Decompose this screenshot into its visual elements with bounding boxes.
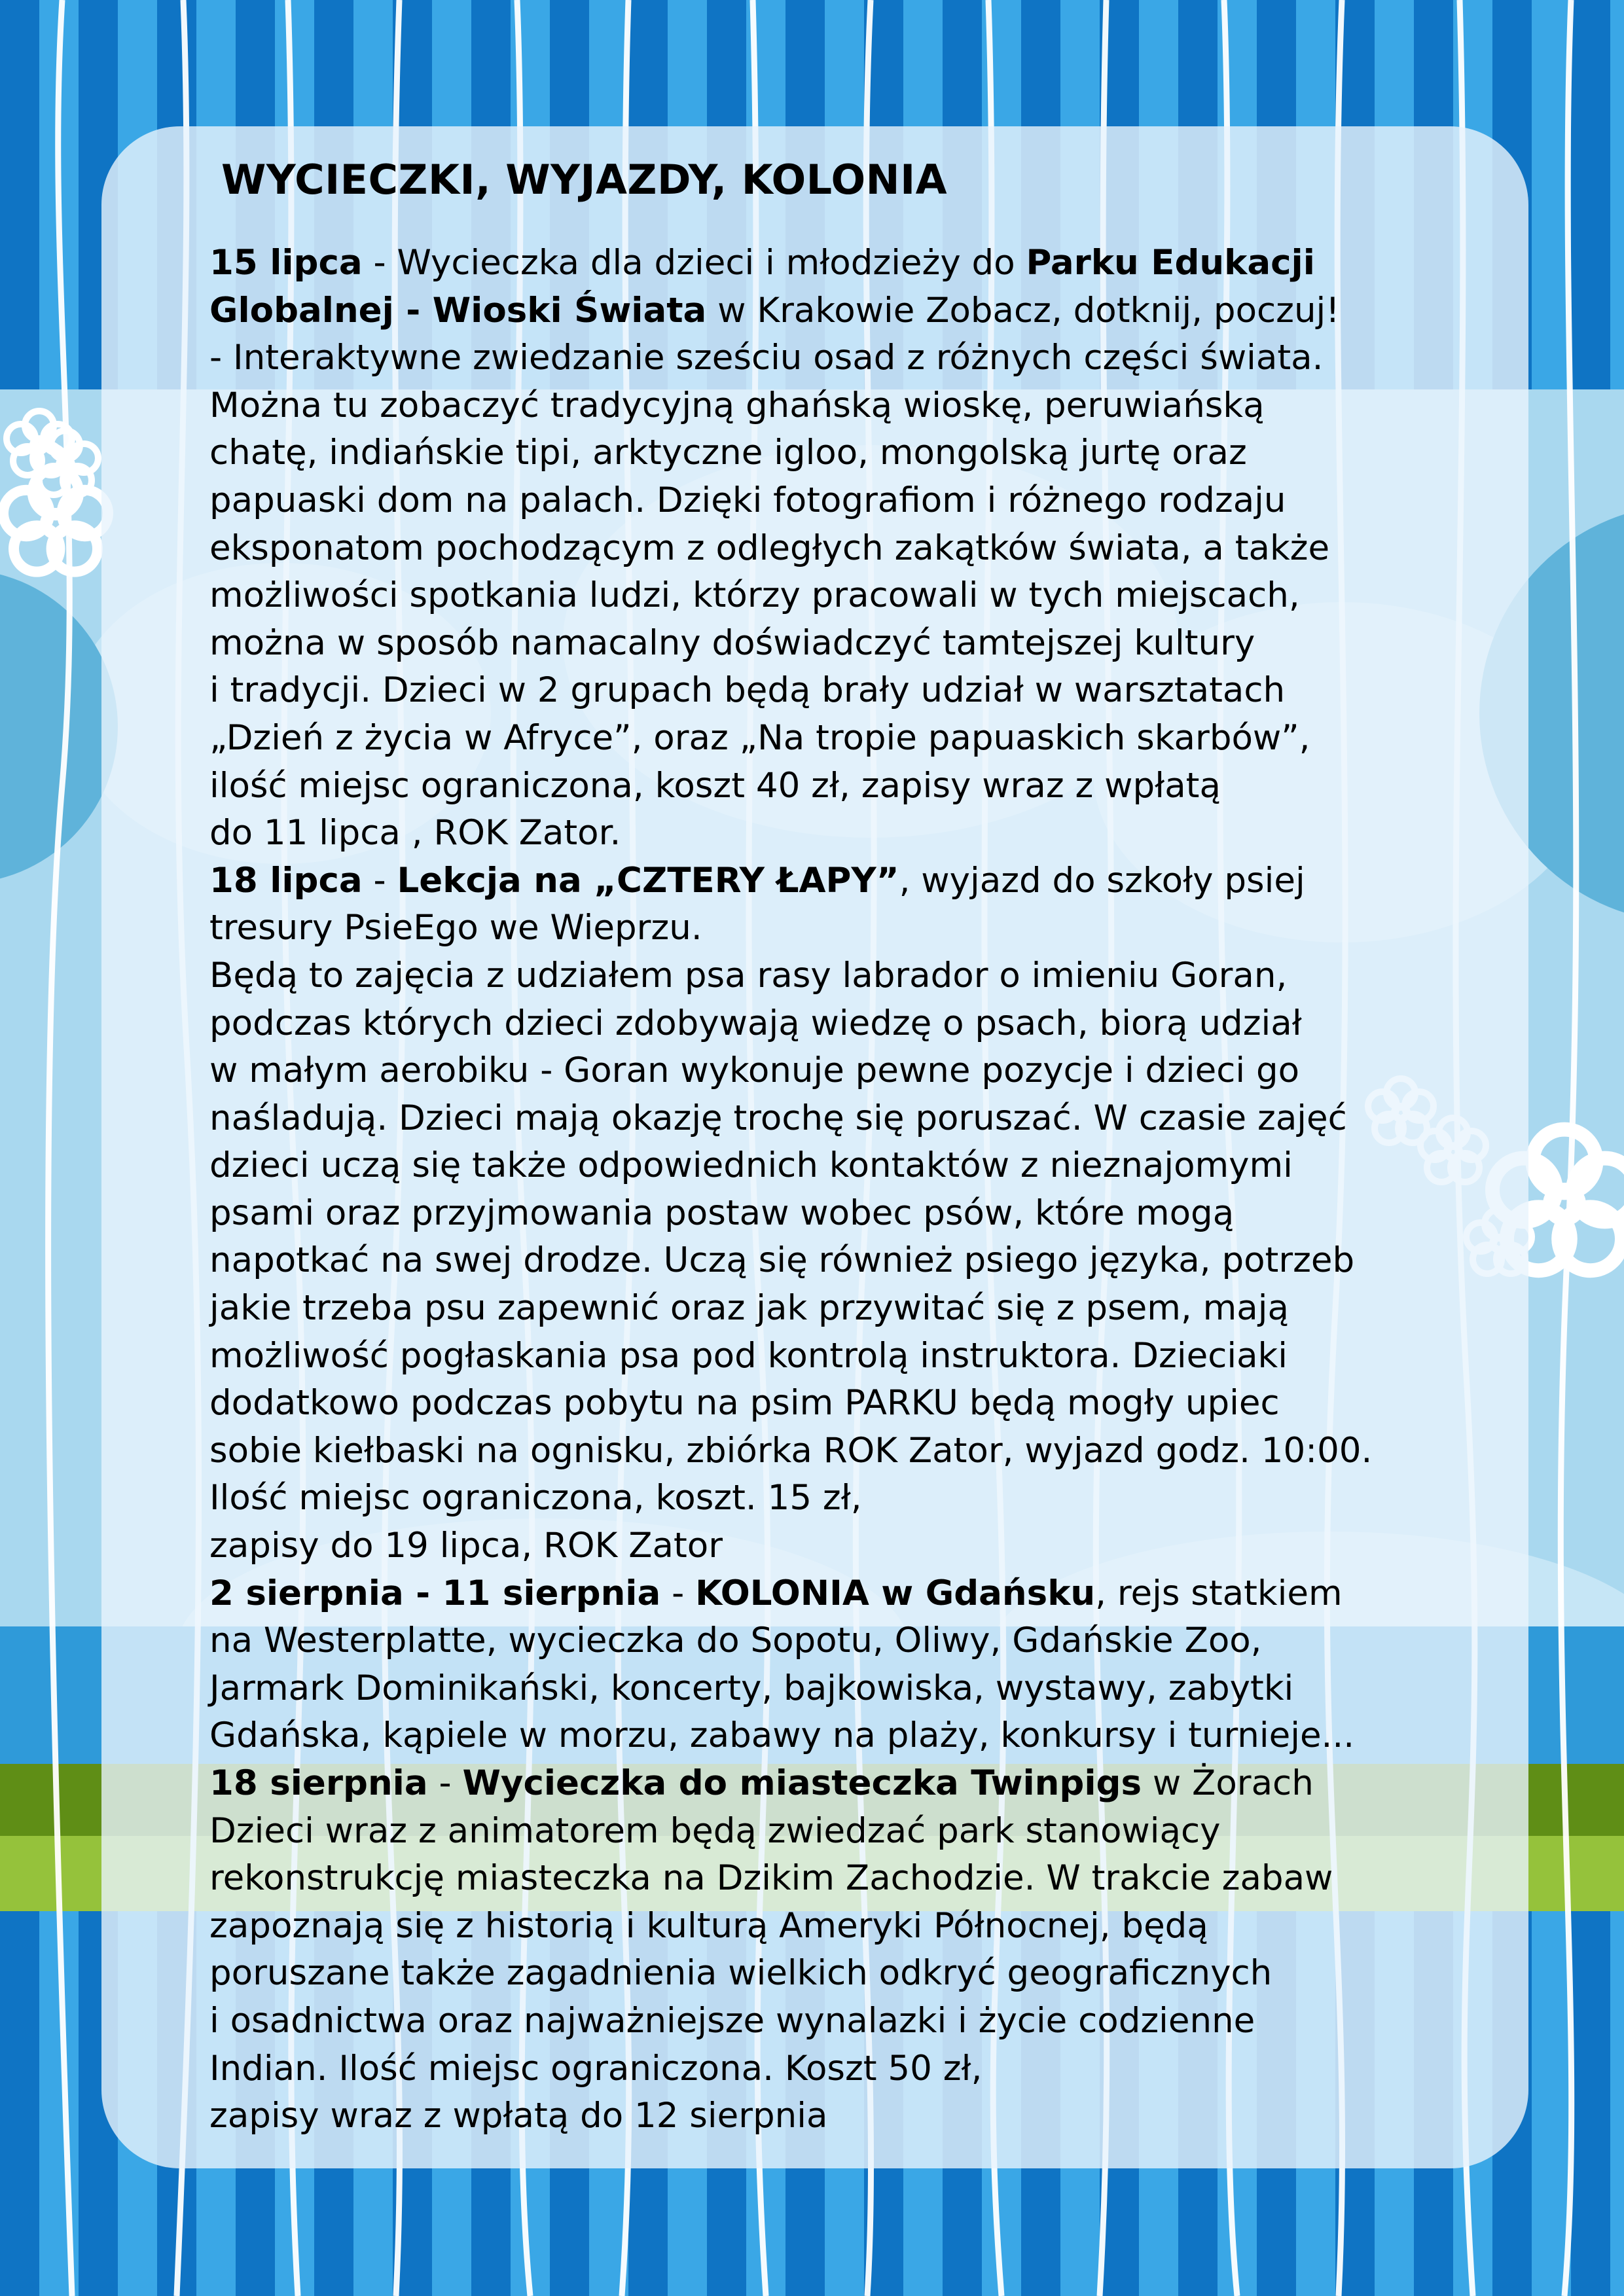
text-segment: eksponatom pochodzącym z odległych zakątków świata, a także	[209, 528, 1330, 568]
bold-text: 18 sierpnia	[209, 1763, 428, 1803]
text-segment: na Westerplatte, wycieczka do Sopotu, Oliwy, Gdańskie Zoo,	[209, 1621, 1262, 1661]
text-line	[209, 1047, 1453, 1095]
text-line	[209, 334, 1453, 382]
text-segment: - Interaktywne zwiedzanie sześciu osad z różnych części świata.	[209, 338, 1324, 378]
text-line	[209, 857, 1453, 905]
text-segment: w małym aerobiku - Goran wykonuje pewne pozycje i dzieci go	[209, 1050, 1300, 1091]
text-segment: i osadnictwa oraz najważniejsze wynalazki i życie codzienne	[209, 2000, 1255, 2041]
text-line	[209, 477, 1453, 525]
text-segment: „Dzień z życia w Afryce”, oraz „Na tropie papuaskich skarbów”,	[209, 717, 1310, 758]
text-line	[209, 1712, 1453, 1760]
text-segment: -	[427, 1763, 463, 1803]
text-line	[209, 1475, 1453, 1522]
bold-text: Globalnej - Wioski Świata	[209, 290, 707, 331]
text-line	[209, 1617, 1453, 1665]
text-segment: Ilość miejsc ograniczona, koszt. 15 zł,	[209, 1478, 862, 1518]
text-segment: w Krakowie Zobacz, dotknij, poczuj!	[706, 290, 1340, 331]
text-line	[209, 1285, 1453, 1333]
text-segment: Jarmark Dominikański, koncerty, bajkowiska, wystawy, zabytki	[209, 1668, 1294, 1708]
text-line	[209, 1522, 1453, 1570]
text-segment: Dzieci wraz z animatorem będą zwiedzać park stanowiący	[209, 1810, 1221, 1851]
text-segment: -	[660, 1573, 696, 1613]
text-segment: i tradycji. Dzieci w 2 grupach będą brały udział w warsztatach	[209, 670, 1286, 711]
text-line	[209, 2092, 1453, 2140]
text-segment: Można tu zobaczyć tradycyjną ghańską wioskę, peruwiańską	[209, 385, 1265, 425]
text-segment: jakie trzeba psu zapewnić oraz jak przywitać się z psem, mają	[209, 1288, 1289, 1329]
content	[209, 152, 1453, 2140]
page-title: WYCIECZKI, WYJAZDY, KOLONIA	[221, 156, 948, 204]
text-line	[209, 810, 1453, 857]
text-line	[209, 2045, 1453, 2093]
text-segment: tresury PsieEgo we Wieprzu.	[209, 908, 702, 948]
text-line	[209, 1142, 1453, 1190]
text-line	[209, 1380, 1453, 1427]
text-segment: naśladują. Dzieci mają okazję trochę się poruszać. W czasie zajęć	[209, 1098, 1347, 1138]
bold-text: Lekcja na „CZTERY ŁAPY”	[397, 860, 899, 901]
text-segment: Gdańska, kąpiele w morzu, zabawy na plaży, konkursy i turnieje...	[209, 1715, 1355, 1756]
bold-text: Parku Edukacji	[1026, 243, 1315, 283]
text-segment: Będą to zajęcia z udziałem psa rasy labrador o imieniu Goran,	[209, 955, 1288, 996]
text-line	[209, 762, 1453, 810]
text-line	[209, 667, 1453, 715]
bold-text: KOLONIA w Gdańsku	[695, 1573, 1096, 1613]
text-segment: dodatkowo podczas pobytu na psim PARKU będą mogły upiec	[209, 1383, 1280, 1424]
text-segment: ilość miejsc ograniczona, koszt 40 zł, zapisy wraz z wpłatą	[209, 765, 1221, 806]
text-line	[209, 1855, 1453, 1903]
text-line	[209, 1237, 1453, 1285]
text-segment: możliwość pogłaskania psa pod kontrolą instruktora. Dzieciaki	[209, 1335, 1288, 1376]
body-text	[209, 240, 1453, 2140]
text-segment: można w sposób namacalny doświadczyć tamtejszej kultury	[209, 622, 1255, 663]
text-line	[209, 952, 1453, 1000]
text-segment: - Wycieczka dla dzieci i młodzieży do	[362, 243, 1026, 283]
text-segment: możliwości spotkania ludzi, którzy pracowali w tych miejscach,	[209, 575, 1300, 616]
text-line	[209, 429, 1453, 477]
text-line	[209, 1570, 1453, 1618]
text-line	[209, 1095, 1453, 1143]
text-segment: podczas których dzieci zdobywają wiedzę o psach, biorą udział	[209, 1003, 1302, 1043]
bold-text: 18 lipca	[209, 860, 363, 901]
text-segment: zapoznają się z historią i kulturą Ameryki Północnej, będą	[209, 1905, 1208, 1946]
text-line	[209, 572, 1453, 620]
text-line	[209, 1000, 1453, 1048]
text-segment: do 11 lipca , ROK Zator.	[209, 813, 621, 853]
bold-text: 15 lipca	[209, 243, 363, 283]
text-segment: sobie kiełbaski na ognisku, zbiórka ROK Zator, wyjazd godz. 10:00.	[209, 1430, 1373, 1471]
text-line	[209, 715, 1453, 762]
text-line	[209, 1427, 1453, 1475]
text-line	[209, 240, 1453, 287]
text-segment: Indian. Ilość miejsc ograniczona. Koszt 50 zł,	[209, 2048, 983, 2089]
text-line	[209, 1950, 1453, 1998]
text-segment: , wyjazd do szkoły psiej	[899, 860, 1305, 901]
text-line	[209, 620, 1453, 668]
text-line	[209, 1665, 1453, 1713]
text-line	[209, 1333, 1453, 1380]
text-line	[209, 1190, 1453, 1238]
text-segment: -	[362, 860, 397, 901]
text-line	[209, 1998, 1453, 2045]
text-segment: dzieci uczą się także odpowiednich kontaktów z nieznajomymi	[209, 1145, 1293, 1186]
bold-text: 2 sierpnia - 11 sierpnia	[209, 1573, 661, 1613]
text-segment: psami oraz przyjmowania postaw wobec psów, które mogą	[209, 1193, 1235, 1233]
text-line	[209, 382, 1453, 430]
text-line	[209, 1760, 1453, 1808]
text-segment: w Żorach	[1142, 1763, 1314, 1803]
text-segment: napotkać na swej drodze. Uczą się również psiego języka, potrzeb	[209, 1240, 1355, 1281]
text-segment: , rejs statkiem	[1095, 1573, 1343, 1613]
text-line	[209, 1903, 1453, 1950]
bold-text: Wycieczka do miasteczka Twinpigs	[462, 1763, 1142, 1803]
text-line	[209, 287, 1453, 335]
text-segment: poruszane także zagadnienia wielkich odkryć geograficznych	[209, 1953, 1272, 1994]
text-segment: chatę, indiańskie tipi, arktyczne igloo, mongolską jurtę oraz	[209, 433, 1247, 473]
text-segment: zapisy wraz z wpłatą do 12 sierpnia	[209, 2096, 828, 2136]
text-line	[209, 905, 1453, 952]
text-line	[209, 1808, 1453, 1856]
text-segment: zapisy do 19 lipca, ROK Zator	[209, 1526, 723, 1566]
text-segment: rekonstrukcję miasteczka na Dzikim Zachodzie. W trakcie zabaw	[209, 1858, 1333, 1899]
text-line	[209, 525, 1453, 573]
text-segment: papuaski dom na palach. Dzięki fotografiom i różnego rodzaju	[209, 480, 1286, 520]
